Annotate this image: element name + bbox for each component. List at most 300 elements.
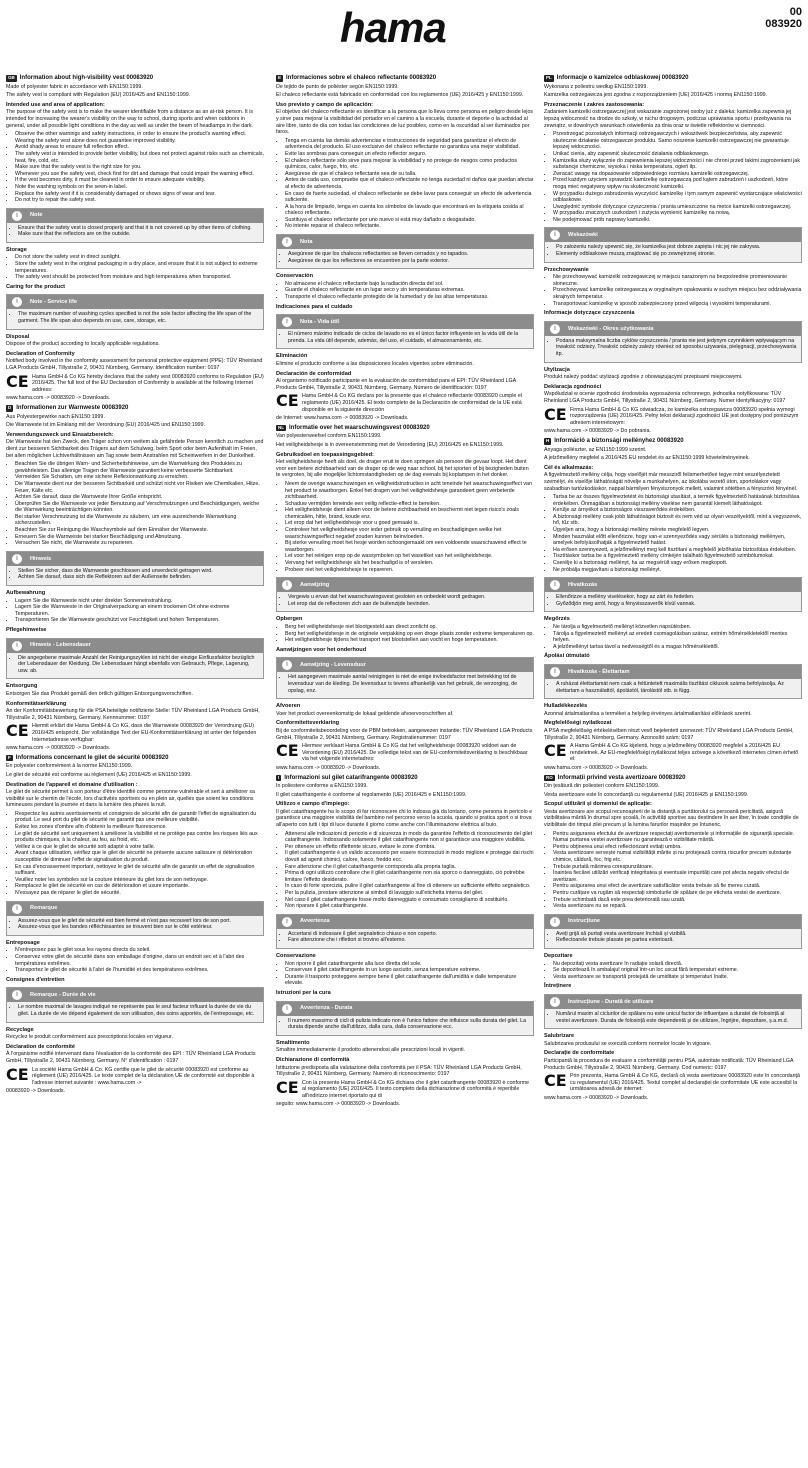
storage-list xyxy=(544,961,802,981)
note-box xyxy=(6,901,264,936)
note-box xyxy=(544,227,802,262)
note1-list xyxy=(279,251,531,264)
list-item: • Nel caso il gilet catarifrangente fosse molto danneggiato e consumato consigliamo di sostituirlo. xyxy=(285,897,534,904)
info-icon: i xyxy=(282,580,292,590)
subheading: Pflegehinweise xyxy=(6,627,47,633)
download-url: seguito: www.hama.com -> 00083920 -> Downloads. xyxy=(276,1101,401,1108)
list-item: • Do not store the safety vest in direct sunlight. xyxy=(15,254,264,261)
section-title xyxy=(6,755,264,762)
section-heading: Informații privind vesta avertizoare 00083920 xyxy=(557,774,686,781)
use-list xyxy=(276,831,534,910)
language-badge: E xyxy=(278,75,282,80)
list-item: • Le gilet de sécurité sert uniquement à améliorer la visibilité et ne protège pas contre les risques liés aux produits chimiques, à la chaleur, au feu, au froid, etc. xyxy=(15,831,264,844)
subheading: Scopul utilizării și domeniul de aplicație: xyxy=(544,801,652,808)
download-url: www.hama.com -> 00083920 -> Downloads. xyxy=(6,745,111,752)
note-body xyxy=(545,1009,801,1028)
use-list xyxy=(6,461,264,547)
info-icon: i xyxy=(550,324,560,334)
list-item: • Erneuern Sie die Warnweste bei starker Beschädigung und Abnutzung. xyxy=(15,534,264,541)
note1-list xyxy=(9,918,261,931)
note-box xyxy=(276,914,534,949)
list-item: • Transportieren Sie die Warnweste geschützt vor Feuchtigkeit und hohen Temperaturen. xyxy=(15,617,264,624)
header xyxy=(0,0,808,60)
section-title xyxy=(544,775,802,782)
ce-mark-icon: CE xyxy=(276,741,299,761)
use-list xyxy=(276,138,534,230)
paragraph: A PSA megfelelőség értékelésében részt vevő bejelentett szervezet: TÜV Rheinland LGA Products GmbH, Tillystraße 2, 90431 Nürnberg, Germany. Azonosító szám: 0197 xyxy=(544,727,794,741)
compliance-text: Vesta avertizoare este în concordanță cu regulamentul (UE) 2016/425 și EN1150:1999. xyxy=(544,791,749,798)
language-badge: NL xyxy=(278,424,284,430)
compliance-text: Het veiligheidshesje is in overeenstemming met de Verordening (EU) 2016/425 en EN1150:1999. xyxy=(276,441,504,448)
list-item: • Nie podejmować prób naprawy kamizelki. xyxy=(553,217,802,224)
section-hu xyxy=(544,438,802,772)
storage-list xyxy=(276,961,534,987)
list-item: • Transporte el chaleco reflectante protegido de la humedad y de las altas temperaturas. xyxy=(285,294,534,301)
ce-mark-icon: CE xyxy=(6,371,29,391)
paragraph: Voer het product overeenkomstig de lokaal geldende afvoervoorschriften af. xyxy=(276,710,454,717)
note-header xyxy=(277,235,533,249)
note-body xyxy=(7,223,263,242)
section-heading: Informationen zur Warnweste 00083920 xyxy=(16,404,129,411)
note-title: Avvertenza xyxy=(300,918,330,925)
list-item: • Observe the other warnings and safety instructions, in order to ensure the product's warning effect. Wearing the safety vest alone does not guarantee improved visibility. xyxy=(15,131,264,144)
list-item: • Kamizelka służy wyłącznie do zapewnienia lepszej widoczności i nie chroni przed takimi zagrożeniami jak substancje chemiczne, wysoka i niska temperatura, ogień itp. xyxy=(553,158,802,171)
note-body xyxy=(545,242,801,261)
paragraph: Vesta avertizoare are scopul recunoașterii de la distanță a purtătorului ca persoană periclitată, asigură vizibilitatea mărită în drumul spre școală, în activități sportive sau destindere în aer liber, în toate condițiile de vizibilitate din timpul zilei precum și la lumina farurilor mașinilor pe întuneric. xyxy=(544,808,799,829)
info-icon: i xyxy=(550,667,560,677)
list-item: • Uwzględnić symbole dotyczące czyszczenia / prania umieszczone na metce kamizelki ostrzegawczej. xyxy=(553,204,802,211)
section-heading: Informatie over het waarschuwingsvest 00083920 xyxy=(289,424,430,431)
note-title: Wskazówki - Okres użytkowania xyxy=(568,325,654,332)
list-item: • Bei starker Verschmutzung ist die Warnweste zu säubern, um eine ausreichende Warnwirkung sicherzustellen. xyxy=(15,514,264,527)
download-url: www.hama.com -> 00083920 -> Downloads. xyxy=(544,764,649,771)
subheading: Cél és alkalmazás: xyxy=(544,464,594,471)
subheading: Dichiarazione di conformità xyxy=(276,1056,350,1063)
material-text: Aus Polyestergewirke nach EN1150:1999. xyxy=(6,413,105,420)
ce-mark-icon: CE xyxy=(6,1064,29,1084)
section-heading: Informazioni sul gilet catarifrangente 00083920 xyxy=(284,774,418,781)
note-body xyxy=(545,679,801,698)
ce-mark-icon: CE xyxy=(544,1071,567,1091)
ce-text: Hama GmbH & Co KG hereby declares that the safety vest 00083920 conforms to Regulation (EU) 2016/425. The full text of the EU Declaration of Conformity is available at the following Internet address: xyxy=(32,373,264,393)
list-item: • Podana maksymalna liczba cyklów czyszczenia / prania nie jest jedynym czynnikiem wpływającym na trwałość odzieży. Trwałość odzieży zależy również od sposobu używania, pielęgnacji, przechowywania itp. xyxy=(556,338,799,358)
list-item: • Transportez le gilet de sécurité à l'abri de l'humidité et des températures extrêmes. xyxy=(15,967,264,974)
note-title: Hinweis - Lebensdauer xyxy=(30,642,91,649)
list-item: • Minden használat előtt ellenőrizze, hogy van-e szennyeződés vagy sérülés a biztonsági mellényen, amelyek befolyásolhatják a figyelmeztető hatást. xyxy=(553,534,802,547)
list-item: • Aveți grijă să purtați vesta avertizoare închisă și vizibilă. xyxy=(556,931,799,938)
list-item: • Non riporre il gilet catarifrangente alla luce diretta del sole. xyxy=(285,961,534,968)
subheading: Conservazione xyxy=(276,952,316,959)
note-header xyxy=(545,578,801,592)
note2-list xyxy=(9,311,261,324)
list-item: • The maximum number of washing cycles specified is not the sole factor affecting the life span of the garment. The life span also depends on use, care, storage, etc. xyxy=(18,311,261,324)
list-item: • Reflectoarele trebuie plasate pe partea exterioară. xyxy=(556,937,799,944)
list-item: • Note the washing symbols on the sewn-in label. xyxy=(15,184,264,191)
list-item: • N'entreposez pas le gilet sous les rayons directs du soleil. xyxy=(15,947,264,954)
paragraph: À l'organisme notifié intervenant dans l'évaluation de la conformité des EPI : TÜV Rheinland LGA Products GmbH, Tillystraße 2, 90431 Nürnberg, Germany. N° d'identification : 0197 xyxy=(6,1051,256,1064)
list-item: • Przechowywać kamizelkę ostrzegawczą w oryginalnym opakowaniu w suchym miejscu bez oddziaływania skrajnych temperatur. xyxy=(553,287,802,300)
ce-text: La société Hama GmbH & Co. KG certifie que le gilet de sécurité 00083920 est conforme au règlement (UE) 2016/425. Le texte complet de la déclaration UE de conformité est disponible à l'adresse internet suivante : www.hama.com -> xyxy=(32,1066,255,1086)
list-item: • Transportować kamizelkę w sposób zabezpieczony przed wilgocią i wysokimi temperaturami. xyxy=(553,301,802,308)
note-header xyxy=(545,665,801,679)
language-badge: I xyxy=(278,774,280,780)
subheading: Destination de l'appareil et domaine d'utilisation : xyxy=(6,781,138,788)
list-item: • Pentru curățare va rugăm să respectați simbolurile de spălare de pe eticheta vestei de avertizare. xyxy=(553,890,802,897)
list-item: • Het veiligheidshesje dient alleen voor de betere zichtbaarheid en beschermt niet tegen risico's zoals chemicaliën, hitte, brand, koude enz. xyxy=(285,507,534,520)
download-url: de Internet: www.hama.com -> 00083920 -> Downloads. xyxy=(276,415,409,422)
storage-list xyxy=(6,254,264,280)
ce-text: Hama GmbH & Co KG declara por la presente que el chaleco reflectante 00083920 cumple el reglamento (UE) 2016/425. El texto completo de la Declaración de conformidad de la UE está disponible en la siguiente dirección xyxy=(302,393,522,413)
note-header xyxy=(545,995,801,1009)
note-box xyxy=(6,208,264,243)
note-box xyxy=(6,294,264,329)
list-item: • Înaintea fiecărei utilizări verificați integritatea și eventuale impurități care pot afecta negativ efectul de avertizare. xyxy=(553,870,802,883)
note-box xyxy=(276,657,534,699)
ce-declaration xyxy=(544,743,802,763)
paragraph: Dispose of the product according to locally applicable regulations. xyxy=(6,341,160,348)
list-item: • Let erop dat het veiligheidshesje voor u goed gemaakt is. xyxy=(285,520,534,527)
subheading: Uso previsto y campo de aplicación: xyxy=(276,101,373,108)
subheading: Caring for the product xyxy=(6,283,66,290)
ce-declaration xyxy=(6,1064,264,1087)
storage-list xyxy=(544,274,802,307)
subheading: Istruzioni per la cura xyxy=(276,989,331,996)
note-title: Nota xyxy=(300,238,313,245)
list-item: • Tárolja a figyelmeztető mellényt az eredeti csomagolásban száraz, extrém hőmérsékletektől mentes helyen. xyxy=(553,631,802,644)
list-item: • Ne próbálja megjavítani a biztonsági mellényt. xyxy=(553,567,802,574)
use-list xyxy=(6,131,264,204)
article-code: 00 083920 xyxy=(765,6,802,30)
paragraph: Al organismo notificado participante en la evaluación de conformidad para el EPI: TÜV Rheinland LGA Products GmbH, Tillystraße 2, 90431 Nürnberg, Germany. Número de identificación: 0197 xyxy=(276,378,516,391)
note-body xyxy=(277,929,533,948)
list-item: • Achten Sie darauf, dass die Warnweste Ihrer Größe entspricht. xyxy=(15,494,264,501)
list-item: • Antes de cada uso, compruebe que el chaleco reflectante no tenga suciedad ni daños que puedan afectar al efecto de advertencia. xyxy=(285,177,534,190)
storage-list xyxy=(544,624,802,650)
paragraph: Entsorgen Sie das Produkt gemäß den örtlich gültigen Entsorgungsvorschriften. xyxy=(6,690,193,697)
subheading: Hulladékkezelés xyxy=(544,703,588,710)
note-title: Avvertenza - Durata xyxy=(300,1005,353,1012)
note-body xyxy=(7,916,263,935)
note-body xyxy=(277,1016,533,1035)
list-item: • Po założeniu należy upewnić się, że kamizelka jest dobrze zapięta i nic jej nie zakrywa. xyxy=(556,244,799,251)
list-item: • Trebuie purtată mărimea corespunzătoare. xyxy=(553,864,802,871)
subheading: Entreposage xyxy=(6,939,40,946)
ce-declaration xyxy=(6,723,264,743)
note2-list xyxy=(547,1011,799,1024)
subheading: Intended use and area of application: xyxy=(6,101,105,108)
section-title xyxy=(544,75,802,82)
list-item: • Het veiligheidshesje tijdens het transport niet blootstellen aan vocht en hoge temperaturen. xyxy=(285,637,534,644)
list-item: • Stellen Sie sicher, dass die Warnweste geschlossen und unverdeckt getragen wird. xyxy=(18,568,261,575)
section-ro xyxy=(544,775,802,1102)
paragraph: A figyelmeztető mellény célja, hogy viselőjét már messziről felismerhetővé tegye mint veszélyeztetett személyt, és viselője láthatóságát növelje a munkahelyen, az iskolába vezető úton, sportoláskor vagy szabadban tartózkodáskor, nappal bármilyen fényviszonyok mellett, valamint sötétben a fényszóró fényénél. xyxy=(544,472,798,492)
note-body xyxy=(545,336,801,362)
section-title xyxy=(544,438,802,445)
list-item: • Nie przechowywać kamizelki ostrzegawczej w miejscu narażonym na bezpośrednie promieniowanie słoneczne. xyxy=(553,274,802,287)
list-item: • Évitez les zones d'ombre afin d'obtenir la meilleure fluorescence. xyxy=(15,824,264,831)
note-header xyxy=(7,988,263,1002)
note-header xyxy=(277,658,533,672)
note2-list xyxy=(547,681,799,694)
ce-declaration xyxy=(276,743,534,763)
list-item: • No intente reparar el chaleco reflectante. xyxy=(285,223,534,230)
material-text: De tejido de punto de poliéster según EN1150:1999. xyxy=(276,83,399,90)
ce-text: Firma Hama GmbH & Co KG oświadcza, że kamizelka ostrzegawcza 00083920 spełnia wymogi rozporządzenia (UE) 2016/425. Pełny tekst deklaracji zgodności UE jest dostępny pod poniższym adresem internetowym: xyxy=(570,406,799,426)
compliance-text: The safety vest is compliant with Regulation (EU) 2016/425 and EN1150:1999. xyxy=(6,92,191,99)
subheading: Przeznaczenie i zakres zastosowania: xyxy=(544,101,645,108)
column-3 xyxy=(544,72,802,1464)
note1-list xyxy=(547,594,799,607)
compliance-text: Die Warnweste ist im Einklang mit der Verordnung (EU) 2016/425 und EN1150:1999. xyxy=(6,422,206,429)
subheading: Ápolási útmutató xyxy=(544,653,590,660)
compliance-text: Le gilet de sécurité est conforme au règlement (UE) 2016/425 et EN1150:1999. xyxy=(6,771,192,778)
list-item: • Probeer niet het veiligheidshesje te repareren. xyxy=(285,567,534,574)
note-header xyxy=(545,322,801,336)
list-item: • If the vest becomes dirty, it must be cleaned in order to ensure adequate visibility. xyxy=(15,177,264,184)
section-heading: Informacje o kamizelce odblaskowej 00083920 xyxy=(556,75,689,81)
note-header xyxy=(7,639,263,653)
paragraph: Le gilet de sécurité permet à son porteur d'être identifié comme personne vulnérable et sert à améliorer sa visibilité sur le chemin de l'école, lors d'activités sportives ou en plein air, quelles que soient les conditions lumineuses pendant la journée et dans la lumière des phares la nuit. xyxy=(6,789,255,809)
storage-list xyxy=(276,624,534,644)
note2-list xyxy=(279,1018,531,1031)
note-body xyxy=(7,309,263,328)
paragraph: Il gilet catarifrangente ha lo scopo di far riconoscere chi lo indossa già da lontano, come persona in pericolo e garantisce una maggiore visibilità del bambino nel percorso verso la scuola, quando si pratica sport o si trova all'aperto con tutti i tipi di luce durante il giorno come anche con l'illuminazione elettrica al buio. xyxy=(276,808,533,829)
section-heading: Informations concernant le gilet de sécurité 00083920 xyxy=(15,754,169,761)
paragraph: Salubrizarea produsului se execută conform normelor locale în vigoare. xyxy=(544,1040,712,1047)
info-icon: i xyxy=(282,660,292,670)
note-title: Hivatkozás - Élettartam xyxy=(568,668,630,675)
note-box xyxy=(6,987,264,1022)
subheading: Indicaciones para el cuidado xyxy=(276,303,353,310)
download-url: www.hama.com -> 00083920 -> Downloads. xyxy=(6,395,111,402)
list-item: • Vergewis u ervan dat het waarschuwingsvest gesloten en onbedekt wordt gedragen. xyxy=(288,594,531,601)
subheading: Aanwijzingen voor het onderhoud xyxy=(276,646,367,653)
list-item: • Die angegebene maximale Anzahl der Reinigungszyklen ist nicht der einzige Einflussfaktor bezüglich der Lebensdauer der Kleidung. Die Lebensdauer hängt ebenfalls von Gebrauch, Pflege, Lagerung, usw. ab. xyxy=(18,655,261,675)
subheading: Storage xyxy=(6,246,27,253)
section-title xyxy=(276,75,534,82)
use-list xyxy=(276,481,534,573)
list-item: • Let voor het reinigen erop op de wassymbolen op het wasetiket van het veiligheidshesje. xyxy=(285,553,534,560)
list-item: • Prima di ogni utilizzo controllare che il gilet catarifrangente non sia sporco o danneggiato, ciò potrebbe limitare l'effetto desiderato. xyxy=(285,870,534,883)
list-item: • Ensure that the safety vest is closed properly and that it is not covered up by other items of clothing. xyxy=(18,225,261,232)
note-body xyxy=(277,329,533,348)
note1-list xyxy=(279,931,531,944)
list-item: • Cserélje ki a biztonsági mellényt, ha az megsérült vagy erősen megkopott. xyxy=(553,560,802,567)
info-icon: i xyxy=(550,917,560,927)
list-item: • Neem de overige waarschuwingen en veiligheidsinstructies in acht teneinde het waarschuwingseffect van het product te waarborgen. Enkel het dragen van het veiligheidshesje garandeert geen verbeterde zichtbaarheid. xyxy=(285,481,534,501)
material-text: Van polyesterweefsel conform EN1150:1999. xyxy=(276,433,382,440)
note-box xyxy=(544,914,802,949)
list-item: • Überprüfen Sie die Warnweste vor jeder Benutzung auf Verschmutzungen und Beschädigungen, welche die Warnwirkung beeinträchtigen könnten. xyxy=(15,501,264,514)
storage-list xyxy=(6,947,264,973)
list-item: • Elementy odblaskowe muszą znajdować się po zewnętrznej stronie. xyxy=(556,251,799,258)
info-icon: i xyxy=(12,990,22,1000)
list-item: • Store the safety vest in the original packaging in a dry place, and ensure that it is not subject to extreme temperatures. xyxy=(15,261,264,274)
list-item: • Unikać cienia, aby zapewnić skuteczność działania odblaskowego. xyxy=(553,151,802,158)
note-box xyxy=(544,664,802,699)
list-item: • W przypadku znacznych uszkodzeń i zużycia wymienić kamizelkę na nową. xyxy=(553,210,802,217)
note2-list xyxy=(279,674,531,694)
list-item: • Beachten Sie die übrigen Warn- und Sicherheitshinweise, um die Warnwirkung des Produktes zu gewährleisten. Das alleinige Tragen der Warnweste garantiert keine verbesserte Sichtbarkeit. xyxy=(15,461,264,474)
note-box xyxy=(544,577,802,612)
section-es xyxy=(276,75,534,422)
subheading: Consignes d'entretien xyxy=(6,976,65,983)
note-title: Remarque xyxy=(30,905,58,912)
list-item: • Do not try to repair the safety vest. xyxy=(15,197,264,204)
list-item: • Vervang het veiligheidshesje als het beschadigd is of versleten. xyxy=(285,560,534,567)
paragraph: Die Warnweste hat den Zweck, den Träger schon von weitem als gefährdete Person kenntlich zu machen und dient zur besseren Sichtbarkeit des Trägers auf dem Schulweg, beim Sport oder beim Aufenthalt im Freien, bei allen möglichen Lichtverhältnissen am Tag sowie beim Anstrahlen mit Scheinwerfern in der Dunkelheit. xyxy=(6,439,264,459)
subheading: Afvoeren xyxy=(276,703,301,710)
list-item: • Numărul maxim al ciclurilor de spălare nu este unicul factor de influențare a duratei de folosință al vestei avertizoare. Durata de folosință este dependentă și de utilizare, îngrijire, depozitare, ș.a.m.d. xyxy=(556,1011,799,1024)
list-item: • Versuchen Sie nicht, die Warnweste zu reparieren. xyxy=(15,540,264,547)
note-title: Note xyxy=(30,212,43,219)
note-body xyxy=(7,653,263,679)
list-item: • Zwracać uwagę na dopasowanie odpowiedniego rozmiaru kamizelki ostrzegawczej. xyxy=(553,171,802,178)
list-item: • Tartsa be az összes figyelmeztetést és biztonsági utasítást, a termék figyelmeztető hatásának biztosítása érdekében. Önmagában a biztonsági mellény viselése nem garantál kiemelt láthatóságot. xyxy=(553,494,802,507)
list-item: • Ne tárolja a figyelmeztető mellényt közvetlen napsütésben. xyxy=(553,624,802,631)
list-item: • Lagern Sie die Warnweste in der Originalverpackung an einem trockenen Ort ohne extreme Temperaturen. xyxy=(15,604,264,617)
use-list xyxy=(544,131,802,223)
storage-list xyxy=(276,281,534,301)
paragraph: El objetivo del chaleco reflectante es identificar a la persona que lo lleva como persona en peligro desde lejos y sirve para mejorar la visibilidad del portador en el camino a la escuela, durante el deporte o la actividad al aire libre, tanto de día con todas las condiciones de luz posibles, como en la oscuridad al ser iluminados por faros. xyxy=(276,109,534,136)
list-item: • Ügyeljen arra, hogy a biztonsági mellény mérete megfelelő legyen. xyxy=(553,527,802,534)
column-1 xyxy=(6,72,264,1464)
compliance-text: Kamizelka ostrzegawcza jest zgodna z rozporządzeniem (UE) 2016/425 i normą EN1150:1999. xyxy=(544,92,768,99)
list-item: • Guarde el chaleco reflectante en un lugar seco y sin temperaturas extremas. xyxy=(285,287,534,294)
note1-list xyxy=(9,568,261,581)
material-text: En polyester conformément à la norme EN1150:1999. xyxy=(6,763,133,770)
language-badge: PL xyxy=(546,75,552,80)
list-item: • W przypadku dużego zabrudzenia wyczyścić kamizelkę i tym samym zapewnić wystarczające właściwości odblaskowe. xyxy=(553,191,802,204)
list-item: • Assurez-vous que le gilet de sécurité est bien fermé et n'est pas recouvert lors de son port. xyxy=(18,918,261,925)
note2-list xyxy=(9,655,261,675)
paragraph: Smaltire immediatamente il prodotto attenendosi alle prescrizioni locali in vigenti. xyxy=(276,1047,466,1054)
subheading: Megfelelőségi nyilatkozat xyxy=(544,720,612,727)
note1-list xyxy=(547,244,799,257)
info-icon: i xyxy=(550,997,560,1007)
compliance-text: El chaleco reflectante está fabricado en conformidad con los reglamentos (UE) 2016/425 y EN1150:1999. xyxy=(276,92,524,99)
language-badge: RO xyxy=(546,774,553,780)
ce-text: Prin prezenta, Hama GmbH & Co KG, declară că vesta avertizoare 00083920 este în concordanță cu regulamentul (UE) 2016/425. Textul complet al declarației de conformitate UE este accesibil la următoarea adresă de internet: xyxy=(570,1073,800,1093)
list-item: • Durante il trasporto proteggere sempre bene il gilet catarifrangente dall'umidità e dalle temperature elevate. xyxy=(285,974,534,987)
material-text: Anyaga poliészter, az EN1150:1999 szerint. xyxy=(544,446,647,453)
note-title: Instrucțiune xyxy=(568,918,601,925)
note-title: Aanwijzing - Levensduur xyxy=(300,662,366,669)
paragraph: Współudział w ocenie zgodności środowiska wyposażenia ochronnego, jednostka notyfikowana: TÜV Rheinland LGA Products GmbH, Tillystraße 2, 90431 Nürnberg, Germany. Numer identyfikacyjny: 0197 xyxy=(544,391,786,404)
section-pl xyxy=(544,75,802,435)
section-title xyxy=(276,425,534,432)
download-url: 00083920 -> Downloads. xyxy=(6,1088,66,1095)
list-item: • Fare attenzione che il gilet catarifrangente corrisponda alla propria taglia. xyxy=(285,864,534,871)
info-icon: i xyxy=(12,904,22,914)
subheading: Aufbewahrung xyxy=(6,590,46,597)
note-title: Wskazówki xyxy=(568,232,598,239)
paragraph: Notified body involved in the conformity assessment for personal protective equipment (PPE): TÜV Rheinland LGA Products GmbH, Tillystraße 2, 90431 Nürnberg, Germany. Identification number: 0197 xyxy=(6,358,263,371)
subheading: Eliminación xyxy=(276,353,308,360)
paragraph: Zadaniem kamizelki ostrzegawczej jest wskazanie zagrożonej osoby już z daleka; kamizelka zapewnia jej lepszą widoczność na drodze do szkoły, w ruchu drogowym, podczas uprawiania sportu i przebywania na zewnątrz, w dowolnych warunkach oświetlenia za dnia oraz w świetle reflektorów w ciemności. xyxy=(544,109,792,129)
download-url: www.hama.com -> 00083920 -> Downloads. xyxy=(276,764,381,771)
note-title: Hivatkozás xyxy=(568,581,598,588)
use-list xyxy=(544,494,802,573)
note-body xyxy=(277,249,533,268)
list-item: • Die Warnweste dient nur der besseren Sichtbarkeit und schützt nicht vor Risiken wie Chemikalien, Hitze, Feuer, Kälte etc. xyxy=(15,481,264,494)
paragraph: Recyclez le produit conformément aux prescriptions locales en vigueur. xyxy=(6,1034,173,1041)
info-icon: i xyxy=(12,554,22,564)
info-icon: i xyxy=(282,917,292,927)
list-item: • Trebuie schimbată dacă este prea deteriorată sau uzată. xyxy=(553,897,802,904)
paragraph: The purpose of the safety vest is to make the wearer identifiable from a distance as an at-risk person. It is intended for increasing the wearer's visibility on the way to school, during sports and when outdoors in general, under all possible light conditions in the day as well as under the beam of headlamps in the dark. xyxy=(6,109,254,129)
ce-mark-icon: CE xyxy=(6,721,29,741)
list-item: • Attenersi alle indicazioni di pericolo e di sicurezza in modo da garantire l'effetto di riconoscimento del gilet catarifrangente. Indossando solamente il gilet catarifrangente non si garantisce una maggiore visibilità. xyxy=(285,831,534,844)
ce-declaration xyxy=(276,393,534,413)
list-item: • Il gilet catarifrangente è un valido accessorio per essere riconosciuti in modo migliore e protegge dai rischi dovuti ad agenti chimici, calore, fuoco, freddo ecc. xyxy=(285,850,534,863)
paragraph: An der Konformitätsbewertung für die PSA beteiligte notifizierte Stelle: TÜV Rheinland LGA Products GmbH, Tillystraße 2, 90431 Nürnberg, Germany. Kennnummer: 0197 xyxy=(6,708,260,721)
list-item: • Berg het veiligheidshesje niet blootgesteld aan direct zonlicht op. xyxy=(285,624,534,631)
note-header xyxy=(545,915,801,929)
paragraph: Bij de conformiteitsbeoordeling voor de PBM betrokken, aangewezen instantie: TÜV Rheinland LGA Products GmbH, Tillystraße 2, 90431 Nürnberg, Germany. Registratienummer: 0197 xyxy=(276,727,533,741)
list-item: • In caso di forte sporcizia, pulire il gilet catarifrangente al fine di ottenere un sufficiente effetto segnaletico. xyxy=(285,883,534,890)
note-title: Instrucțiune - Durată de utilizare xyxy=(568,998,654,1005)
note-title: Aanwijzing xyxy=(300,581,330,588)
list-item: • Nu depozitați vesta avertizare în radiație solară directă. xyxy=(553,961,802,968)
note2-list xyxy=(547,338,799,358)
list-item: • Ha erősen szennyezett, a jelzőmellényt meg kell tisztítani a megfelelő jelzőhatás biztosítása érdekében. xyxy=(553,547,802,554)
info-icon: i xyxy=(282,237,292,247)
list-item: • Non riparare il gilet catarifrangente. xyxy=(285,903,534,910)
note-title: Remarque - Durée de vie xyxy=(30,992,96,999)
subheading: Utilizzo e campo d'impiego: xyxy=(276,801,350,808)
section-de xyxy=(6,405,264,752)
ce-declaration xyxy=(544,1073,802,1093)
ce-mark-icon: CE xyxy=(544,404,567,424)
use-list xyxy=(544,831,802,910)
download-url: www.hama.com -> 00083920 -> Do pobrania. xyxy=(544,428,651,435)
note-header xyxy=(7,552,263,566)
column-2 xyxy=(276,72,534,1464)
ce-mark-icon: CE xyxy=(276,1077,299,1097)
note-header xyxy=(277,1002,533,1016)
note-header xyxy=(7,295,263,309)
list-item: • A la hora de limpiarlo, tenga en cuenta los símbolos de lavado que encontrará en la etiqueta cosida al chaleco reflectante. xyxy=(285,204,534,217)
ce-text: Hiermit erklärt die Hama GmbH & Co KG, dass die Warnweste 00083920 der Verordnung (EU) 2016/425 entspricht. Der vollständige Text der EU-Konformitätserklärung ist unter der folgenden Internetadresse verfügbar: xyxy=(32,723,257,743)
download-url: www.hama.com -> 00083920 -> Downloads. xyxy=(544,1094,649,1101)
list-item: • Asegúrese de que los reflectores se encuentren por la parte exterior. xyxy=(288,258,531,265)
section-title xyxy=(6,405,264,412)
note-box xyxy=(276,314,534,349)
section-fr xyxy=(6,755,264,1095)
list-item: • En caso de fuerte suciedad, el chaleco reflectante se debe lavar para conseguir un efecto de advertencia suficiente. xyxy=(285,191,534,204)
subheading: Informacje dotyczące czyszczenia xyxy=(544,310,635,317)
note-box xyxy=(6,638,264,680)
list-item: • Make sure that the reflectors are on the outside. xyxy=(18,231,261,238)
list-item: • Pentru obținerea unui efect reflectorizant evitați umbra. xyxy=(553,844,802,851)
list-item: • Pentru asigurarea unui efect de avertizare satisfăcător vesta trebuie să fie mereu curată. xyxy=(553,883,802,890)
list-item: • Przed każdym użyciem sprawdzić kamizelkę ostrzegawczą pod kątem zabrudzeń i uszkodzeń, które mogą mieć negatywny wpływ na skuteczność kamizelki. xyxy=(553,177,802,190)
note-box xyxy=(276,1001,534,1036)
info-icon: i xyxy=(282,317,292,327)
subheading: Conformiteitsverklaring xyxy=(276,720,340,727)
list-item: • Berg het veiligheidshesje in de originele verpakking op een droge plaats zonder extreme temperaturen op. xyxy=(285,631,534,638)
list-item: • Ellenőrizze a mellény viselésekor, hogy az zárt és fedetlen. xyxy=(556,594,799,601)
list-item: • El chaleco reflectante sólo sirve para mejorar la visibilidad y no protege de riesgos como productos químicos, calor, fuego, frío, etc. xyxy=(285,158,534,171)
section-gb xyxy=(6,75,264,402)
list-item: • El número máximo indicado de ciclos de lavado no es el único factor influyente en la vida útil de la prenda. La vida útil depende, además, del uso, el cuidado, el almacenamiento, etc. xyxy=(288,331,531,344)
note-header xyxy=(7,902,263,916)
subheading: Depozitare xyxy=(544,952,573,959)
subheading: Verwendungszweck und Einsatzbereich: xyxy=(6,431,114,438)
subheading: Salubrizare xyxy=(544,1033,575,1040)
info-icon: i xyxy=(12,211,22,221)
